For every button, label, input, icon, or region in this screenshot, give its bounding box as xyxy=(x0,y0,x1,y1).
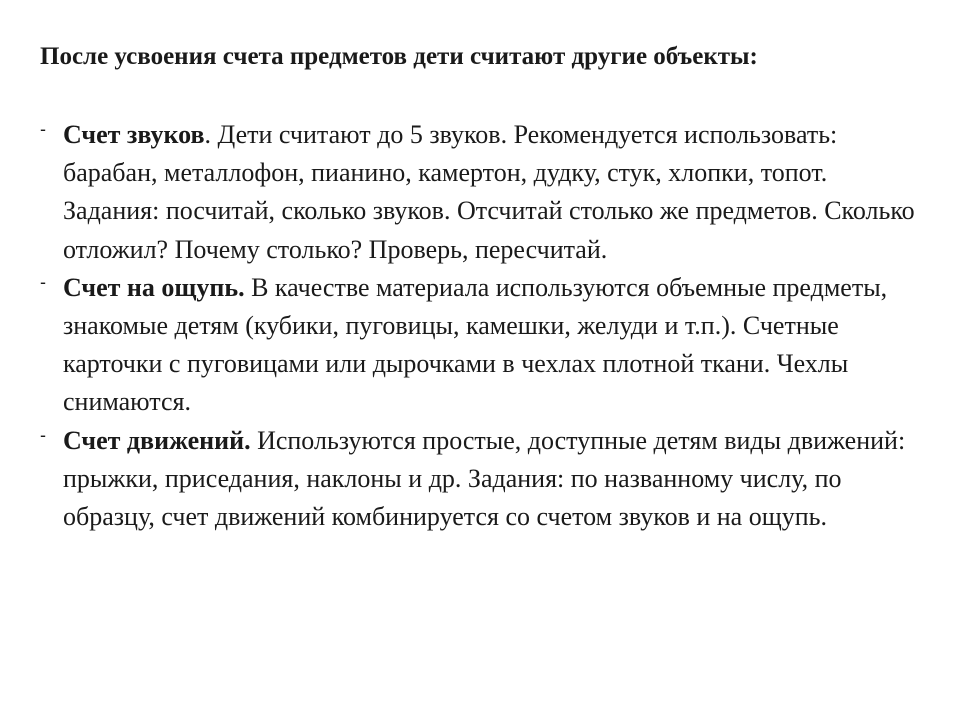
bullet-term: Счет звуков xyxy=(63,120,205,149)
bullet-list xyxy=(40,116,920,536)
dash-bullet-icon: - xyxy=(40,271,46,292)
dash-bullet-icon: - xyxy=(40,424,46,445)
bullet-item-sounds xyxy=(40,116,920,269)
bullet-text: Используются простые, доступные детям виды движений: прыжки, приседания, наклоны и др. Задания: по названному числу, по образцу, счет движений комбинируется со счетом звуков и на ощупь. xyxy=(63,425,906,532)
bullet-term: Счет движений. xyxy=(63,425,251,455)
bullet-text: В качестве материала используются объемные предметы, знакомые детям (кубики, пуговицы, камешки, желуди и т.п.). Счетные карточки с пуговицами или дырочками в чехлах плотной ткани. Чехлы снимаются. xyxy=(63,272,888,417)
bullet-text: . Дети считают до 5 звуков. Рекомендуется использовать: барабан, металлофон, пианино, камертон, дудку, стук, хлопки, топот. Задания: посчитай, сколько звуков. Отсчитай столько же предметов. Сколько отложил? Почему столько? Проверь, пересчитай. xyxy=(63,120,915,264)
bullet-term: Счет на ощупь. xyxy=(63,272,245,302)
bullet-item-touch xyxy=(40,269,920,422)
slide-heading: После усвоения счета предметов дети считают другие объекты: xyxy=(40,43,758,70)
dash-bullet-icon: - xyxy=(40,119,46,139)
bullet-item-movements xyxy=(40,422,920,537)
